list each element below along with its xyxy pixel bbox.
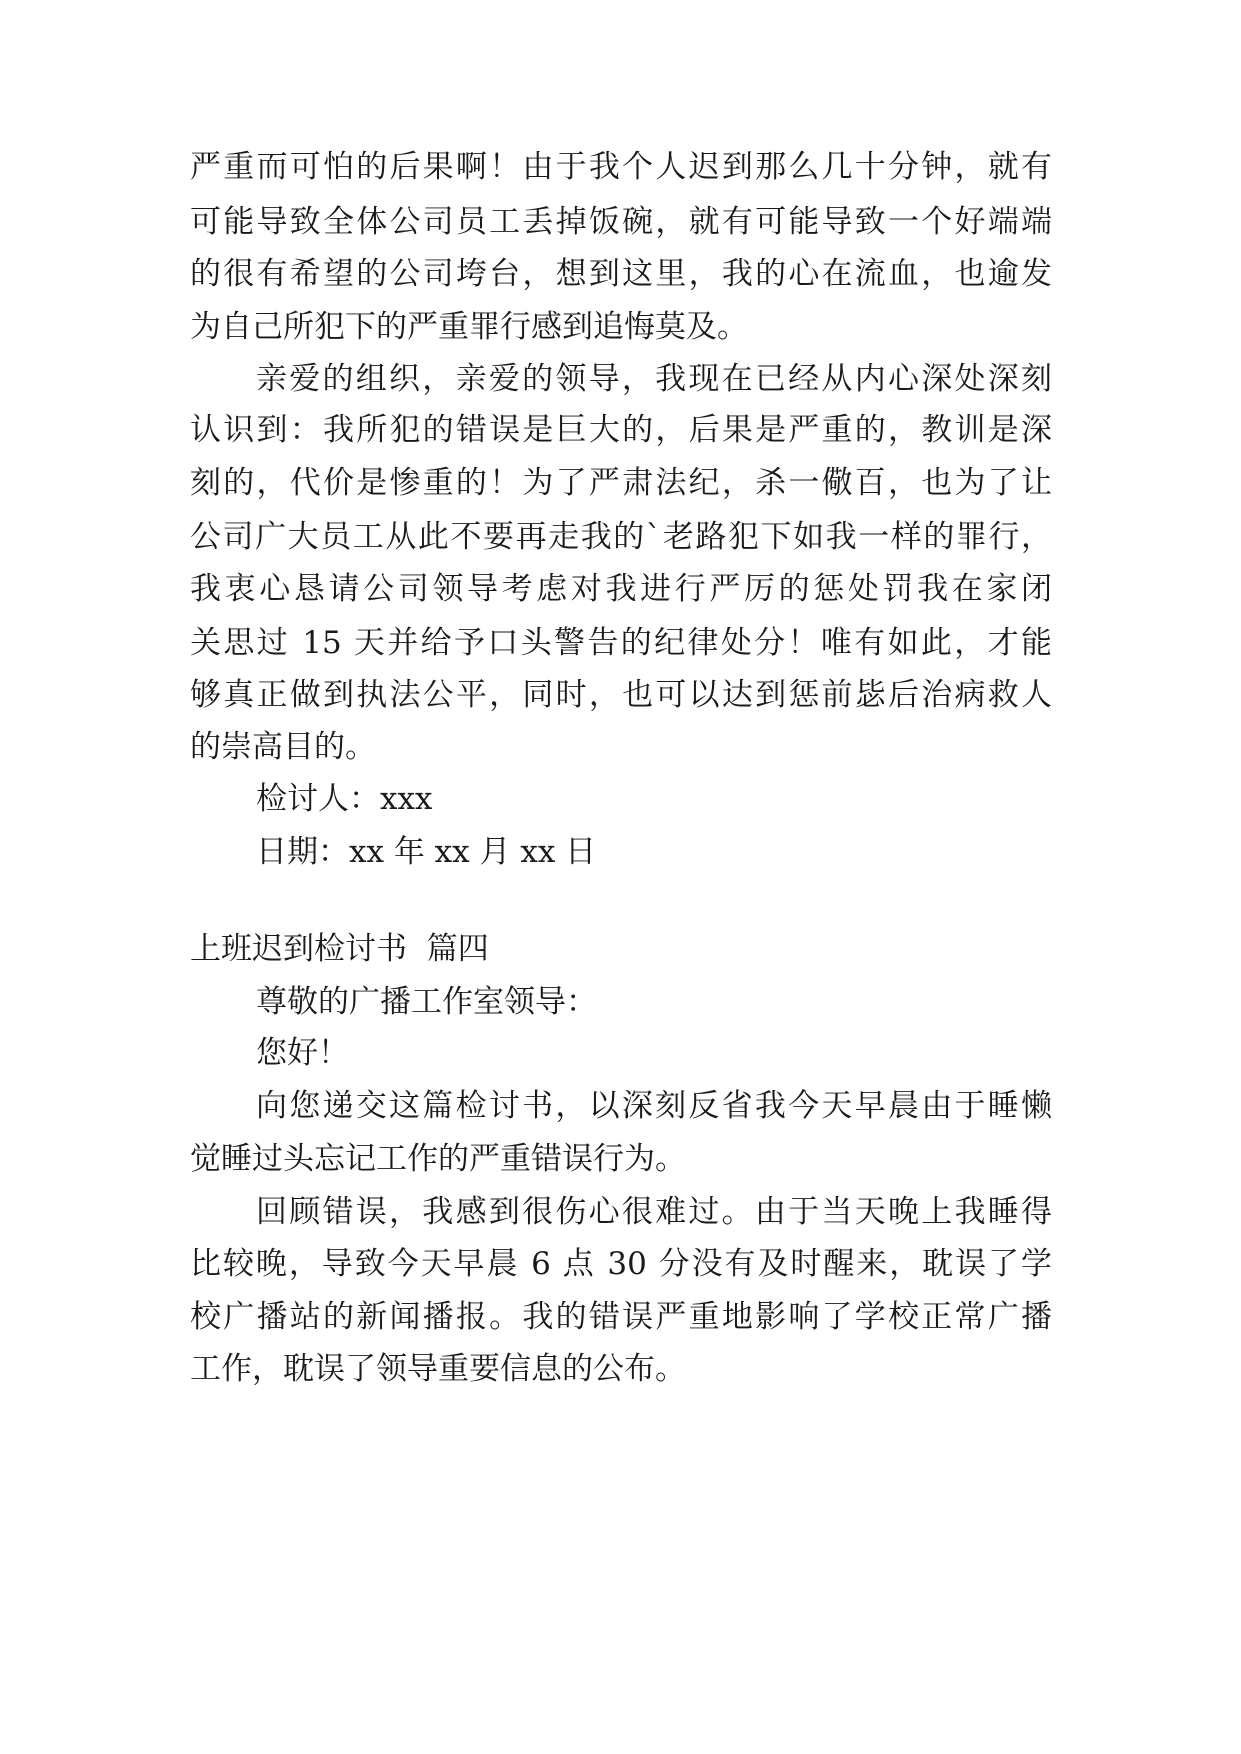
paragraph-3-line-2: 觉睡过头忘记工作的严重错误行为。 (190, 1141, 686, 1177)
paragraph-4-line-1: 回顾错误，我感到很伤心很难过。由于当天晚上我睡得 (256, 1194, 1052, 1230)
paragraph-1-line-4: 为自己所犯下的严重罪行感到追悔莫及。 (190, 309, 748, 345)
document-page (190, 0, 1052, 1754)
paragraph-4-line-2: 比较晚，导致今天早晨 6 点 30 分没有及时醒来，耽误了学 (190, 1246, 1052, 1282)
paragraph-2-line-5: 我衷心恳请公司领导考虑对我进行严厉的惩处罚我在家闭 (190, 571, 1052, 607)
paragraph-1-line-3: 的很有希望的公司垮台，想到这里，我的心在流血，也逾发 (190, 256, 1052, 292)
paragraph-4-line-3: 校广播站的新闻播报。我的错误严重地影响了学校正常广播 (190, 1299, 1052, 1335)
signer-line: 检讨人：xxx (256, 781, 433, 817)
section-title: 上班迟到检讨书 篇四 (190, 931, 489, 967)
paragraph-1-line-1: 严重而可怕的后果啊！由于我个人迟到那么几十分钟，就有 (190, 149, 1052, 185)
paragraph-3-line-1: 向您递交这篇检讨书，以深刻反省我今天早晨由于睡懒 (256, 1088, 1052, 1124)
paragraph-4-line-4: 工作，耽误了领导重要信息的公布。 (190, 1351, 686, 1387)
date-line: 日期：xx 年 xx 月 xx 日 (256, 834, 597, 870)
paragraph-2-line-8: 的崇高目的。 (190, 729, 376, 765)
paragraph-2-line-2: 认识到：我所犯的错误是巨大的，后果是严重的，教训是深 (190, 412, 1052, 448)
paragraph-2-line-3: 刻的，代价是惨重的！为了严肃法纪，杀一儆百，也为了让 (190, 465, 1052, 501)
greeting: 您好！ (256, 1035, 349, 1071)
salutation: 尊敬的广播工作室领导： (256, 984, 597, 1020)
paragraph-2-line-1: 亲爱的组织，亲爱的领导，我现在已经从内心深处深刻 (256, 361, 1052, 397)
paragraph-2-line-6: 关思过 15 天并给予口头警告的纪律处分！唯有如此，才能 (190, 625, 1052, 661)
paragraph-2-line-7: 够真正做到执法公平，同时，也可以达到惩前毖后治病救人 (190, 677, 1052, 713)
paragraph-2-line-4: 公司广大员工从此不要再走我的`老路犯下如我一样的罪行， (190, 519, 1052, 555)
paragraph-1-line-2: 可能导致全体公司员工丢掉饭碗，就有可能导致一个好端端 (190, 204, 1052, 240)
